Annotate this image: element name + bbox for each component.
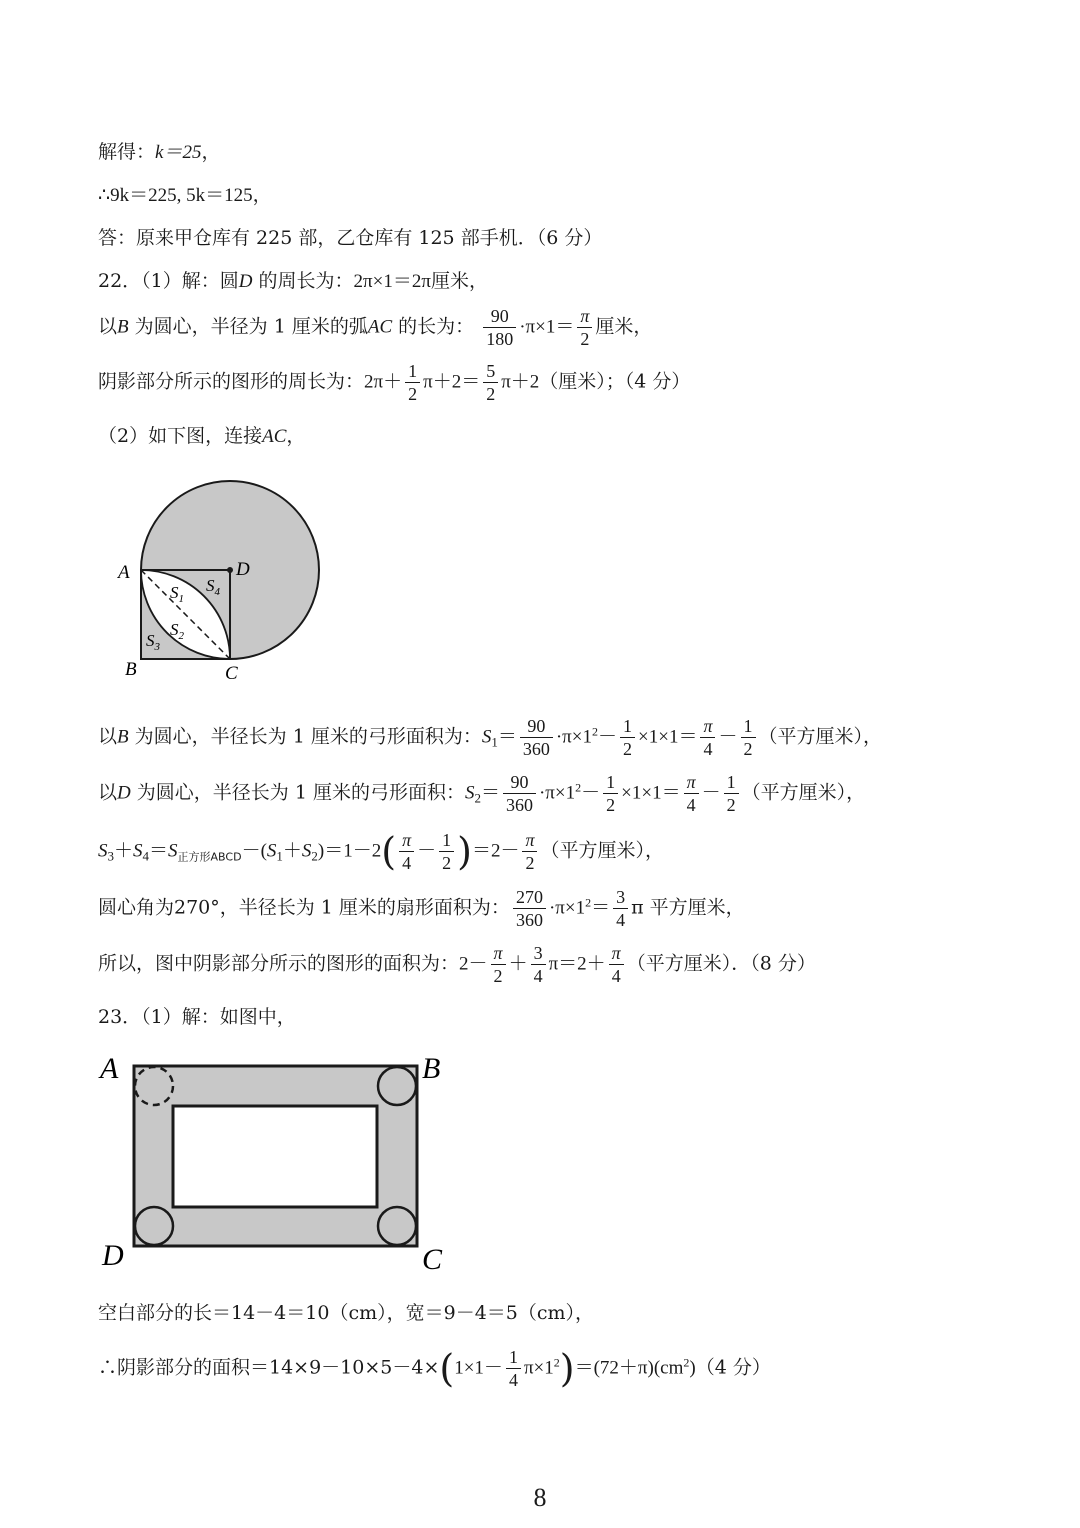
fraction: $\frac{\pi}{2}$ bbox=[491, 943, 506, 986]
text-suffix: （4 分） bbox=[695, 1356, 771, 1379]
expr: －( bbox=[241, 840, 267, 862]
text: 空白部分的长＝14－4＝10（cm），宽＝9－4＝5（cm）， bbox=[98, 1302, 595, 1324]
text-suffix: （平方厘米）， bbox=[758, 725, 883, 748]
text-suffix: 厘米， bbox=[595, 315, 653, 338]
fraction: $\frac{\pi}{4}$ bbox=[700, 716, 715, 759]
inner-blank-rectangle bbox=[173, 1106, 377, 1207]
line-blank-size bbox=[98, 1300, 594, 1326]
fraction: $\frac{90}{360}$ bbox=[520, 716, 553, 759]
therefore-symbol: ∴ bbox=[98, 184, 111, 206]
expr: ＝ bbox=[149, 840, 169, 862]
expr: － bbox=[581, 782, 601, 804]
fraction: $\frac{90}{360}$ bbox=[503, 772, 536, 815]
expr: 2－ bbox=[459, 953, 488, 975]
label-c: C bbox=[225, 663, 238, 684]
text-suffix: （平方厘米）．（8 分） bbox=[626, 952, 816, 975]
fraction: $\frac{\pi}{4}$ bbox=[684, 772, 699, 815]
line-arc-length bbox=[98, 306, 652, 349]
fraction: $\frac{1}{4}$ bbox=[506, 1347, 521, 1390]
fraction: $\frac{1}{2}$ bbox=[439, 830, 454, 873]
fraction: $\frac{1}{2}$ bbox=[724, 772, 739, 815]
text-prefix: 以 bbox=[98, 781, 118, 804]
expr: ＝ bbox=[497, 726, 517, 748]
line-shaded-area bbox=[98, 1347, 771, 1390]
text-mid: 为圆心，半径为 1 厘米的弧 bbox=[128, 315, 368, 338]
text-prefix: 以 bbox=[98, 315, 118, 338]
subscript: 3 bbox=[107, 848, 114, 864]
var-d: D bbox=[117, 782, 131, 804]
symbol-s: S bbox=[481, 726, 492, 748]
fraction: $\frac{90}{180}$ bbox=[483, 306, 516, 349]
label-a: A bbox=[100, 1052, 119, 1085]
fraction: $\frac{\pi}{2}$ bbox=[522, 830, 537, 873]
circle-d bbox=[135, 1207, 173, 1245]
line-perimeter bbox=[98, 361, 690, 404]
line-solve-k bbox=[98, 139, 220, 166]
label-d: D bbox=[236, 559, 250, 580]
text-mid: ·π×1＝ bbox=[519, 316, 575, 338]
equation: 2π×1＝2π bbox=[353, 271, 431, 292]
subscript: 正方形ABCD bbox=[177, 850, 242, 864]
expr: π×1 bbox=[523, 1357, 554, 1379]
expr: ＋ bbox=[508, 953, 528, 975]
expr: ·π×1 bbox=[548, 897, 586, 919]
expr: 1×1－ bbox=[454, 1357, 503, 1379]
fraction: $\frac{270}{360}$ bbox=[513, 887, 546, 930]
line-22-2 bbox=[98, 423, 305, 450]
text-suffix: π 平方厘米， bbox=[631, 896, 745, 919]
line-therefore bbox=[98, 182, 272, 209]
label-s3: $S_3$ bbox=[146, 631, 160, 653]
expr: )＝1－2 bbox=[317, 840, 382, 862]
expr: － bbox=[718, 726, 738, 748]
expr: ＝2－ bbox=[471, 840, 520, 862]
text-mid: 的周长为： bbox=[252, 270, 354, 292]
text-suffix: （平方厘米）， bbox=[741, 781, 866, 804]
page-number: 8 bbox=[533, 1483, 547, 1512]
symbol-s: S bbox=[266, 840, 277, 862]
expr: ＝ bbox=[480, 782, 500, 804]
paren-left: ( bbox=[381, 829, 397, 874]
subscript: 1 bbox=[491, 734, 498, 750]
text-suffix: （厘米）；（4 分） bbox=[539, 370, 691, 393]
text-mid: 的长为： bbox=[392, 315, 475, 338]
label-s4: $S_4$ bbox=[206, 576, 220, 598]
rectangle-frame-figure bbox=[98, 1045, 458, 1275]
subscript: 1 bbox=[276, 848, 283, 864]
text-mid: 为圆心，半径长为 1 厘米的弓形面积： bbox=[130, 781, 465, 804]
text-prefix: 22．（1）解：圆 bbox=[98, 270, 239, 292]
subscript: 2 bbox=[311, 848, 318, 864]
fraction: $\frac{3}{4}$ bbox=[531, 943, 546, 986]
text-prefix: 以 bbox=[98, 725, 118, 748]
subscript: 4 bbox=[142, 848, 150, 864]
symbol-s: S bbox=[133, 840, 143, 862]
expr: － bbox=[701, 782, 721, 804]
fraction: $\frac{5}{2}$ bbox=[483, 361, 498, 404]
line-22-1 bbox=[98, 268, 488, 295]
superscript: 2 bbox=[585, 895, 592, 910]
center-point-d bbox=[227, 567, 233, 573]
symbol-s: S bbox=[464, 782, 475, 804]
expr: ) bbox=[689, 1357, 696, 1379]
text-prefix: 解得： bbox=[98, 141, 156, 163]
label-s2: $S_2$ bbox=[170, 620, 184, 642]
line-s2-area bbox=[98, 772, 865, 815]
circle-square-figure bbox=[108, 470, 338, 690]
text-prefix: ∴阴影部分的面积＝14×9－10×5－4× bbox=[98, 1356, 440, 1379]
var-ac: AC bbox=[262, 426, 287, 447]
circle-b bbox=[378, 1067, 416, 1105]
fraction: $\frac{1}{2}$ bbox=[620, 716, 635, 759]
fraction: $\frac{\pi}{4}$ bbox=[609, 943, 624, 986]
fraction: $\frac{\pi}{2}$ bbox=[577, 306, 592, 349]
expr: ＝(72＋π)(cm bbox=[574, 1357, 684, 1379]
line-s3-s4 bbox=[98, 830, 664, 873]
fraction: $\frac{\pi}{4}$ bbox=[399, 830, 414, 873]
text-prefix: 所以，图中阴影部分所示的图形的面积为： bbox=[98, 952, 460, 975]
superscript: 2 bbox=[683, 1355, 690, 1370]
line-s1-area bbox=[98, 716, 882, 759]
var-ac: AC bbox=[367, 316, 393, 338]
expr: π＝2＋ bbox=[548, 953, 606, 975]
expr: － bbox=[417, 840, 437, 862]
superscript: 2 bbox=[575, 780, 582, 795]
line-23-1 bbox=[98, 1004, 296, 1030]
paren-left: ( bbox=[439, 1346, 455, 1391]
expr: ·π×1 bbox=[538, 782, 576, 804]
superscript: 2 bbox=[553, 1355, 560, 1370]
symbol-s: S bbox=[168, 840, 178, 862]
fraction: $\frac{3}{4}$ bbox=[613, 887, 628, 930]
symbol-s: S bbox=[301, 840, 312, 862]
text-suffix: （平方厘米）， bbox=[540, 839, 664, 862]
text-prefix: 圆心角为270°，半径长为 1 厘米的扇形面积为： bbox=[98, 896, 510, 919]
answer-text: 答：原来甲仓库有 225 部，乙仓库有 125 部手机．（6 分） bbox=[98, 227, 603, 249]
text-mid: 为圆心，半径长为 1 厘米的弓形面积为： bbox=[128, 725, 482, 748]
label-b: B bbox=[422, 1052, 441, 1085]
circle-c bbox=[378, 1207, 416, 1245]
fraction: $\frac{1}{2}$ bbox=[603, 772, 618, 815]
label-d: D bbox=[102, 1239, 124, 1272]
label-s1: $S_1$ bbox=[170, 583, 184, 605]
superscript: 2 bbox=[592, 724, 598, 739]
expr: ＋ bbox=[282, 840, 302, 862]
question-text: 23．（1）解：如图中， bbox=[98, 1006, 296, 1028]
text-suffix: ， bbox=[286, 425, 306, 447]
var-d: D bbox=[238, 271, 253, 292]
label-a: A bbox=[118, 562, 130, 583]
subscript: 2 bbox=[474, 790, 481, 806]
fraction: $\frac{1}{2}$ bbox=[741, 716, 756, 759]
expr: ＋ bbox=[114, 840, 134, 862]
fraction: $\frac{1}{2}$ bbox=[405, 361, 420, 404]
paren-right: ) bbox=[559, 1346, 575, 1391]
text-prefix: （2）如下图，连接 bbox=[98, 425, 263, 447]
line-answer-21 bbox=[98, 225, 602, 251]
symbol-s: S bbox=[98, 840, 108, 862]
var-b: B bbox=[117, 316, 129, 338]
text-prefix: 阴影部分所示的图形的周长为： bbox=[98, 370, 365, 393]
label-c: C bbox=[422, 1243, 443, 1275]
var-b: B bbox=[117, 726, 129, 748]
line-total-area bbox=[98, 943, 816, 986]
text-suffix: ， bbox=[252, 184, 272, 206]
paren-right: ) bbox=[457, 829, 472, 874]
expr: ·π×1 bbox=[555, 726, 592, 748]
expr: － bbox=[598, 726, 618, 748]
equation: k＝25 bbox=[155, 142, 202, 163]
text-suffix: 厘米， bbox=[430, 270, 488, 292]
label-b: B bbox=[125, 659, 137, 680]
line-sector-area bbox=[98, 887, 745, 930]
expr: 2π＋ bbox=[364, 371, 403, 393]
expr: π＋2＝ bbox=[423, 371, 481, 393]
expr: ×1×1＝ bbox=[621, 782, 681, 804]
text-suffix: ， bbox=[201, 141, 221, 163]
expr: ×1×1＝ bbox=[638, 726, 698, 748]
expr: ＝ bbox=[591, 897, 611, 919]
expr: π＋2 bbox=[501, 371, 540, 393]
equation: 9k＝225, 5k＝125 bbox=[110, 185, 253, 206]
